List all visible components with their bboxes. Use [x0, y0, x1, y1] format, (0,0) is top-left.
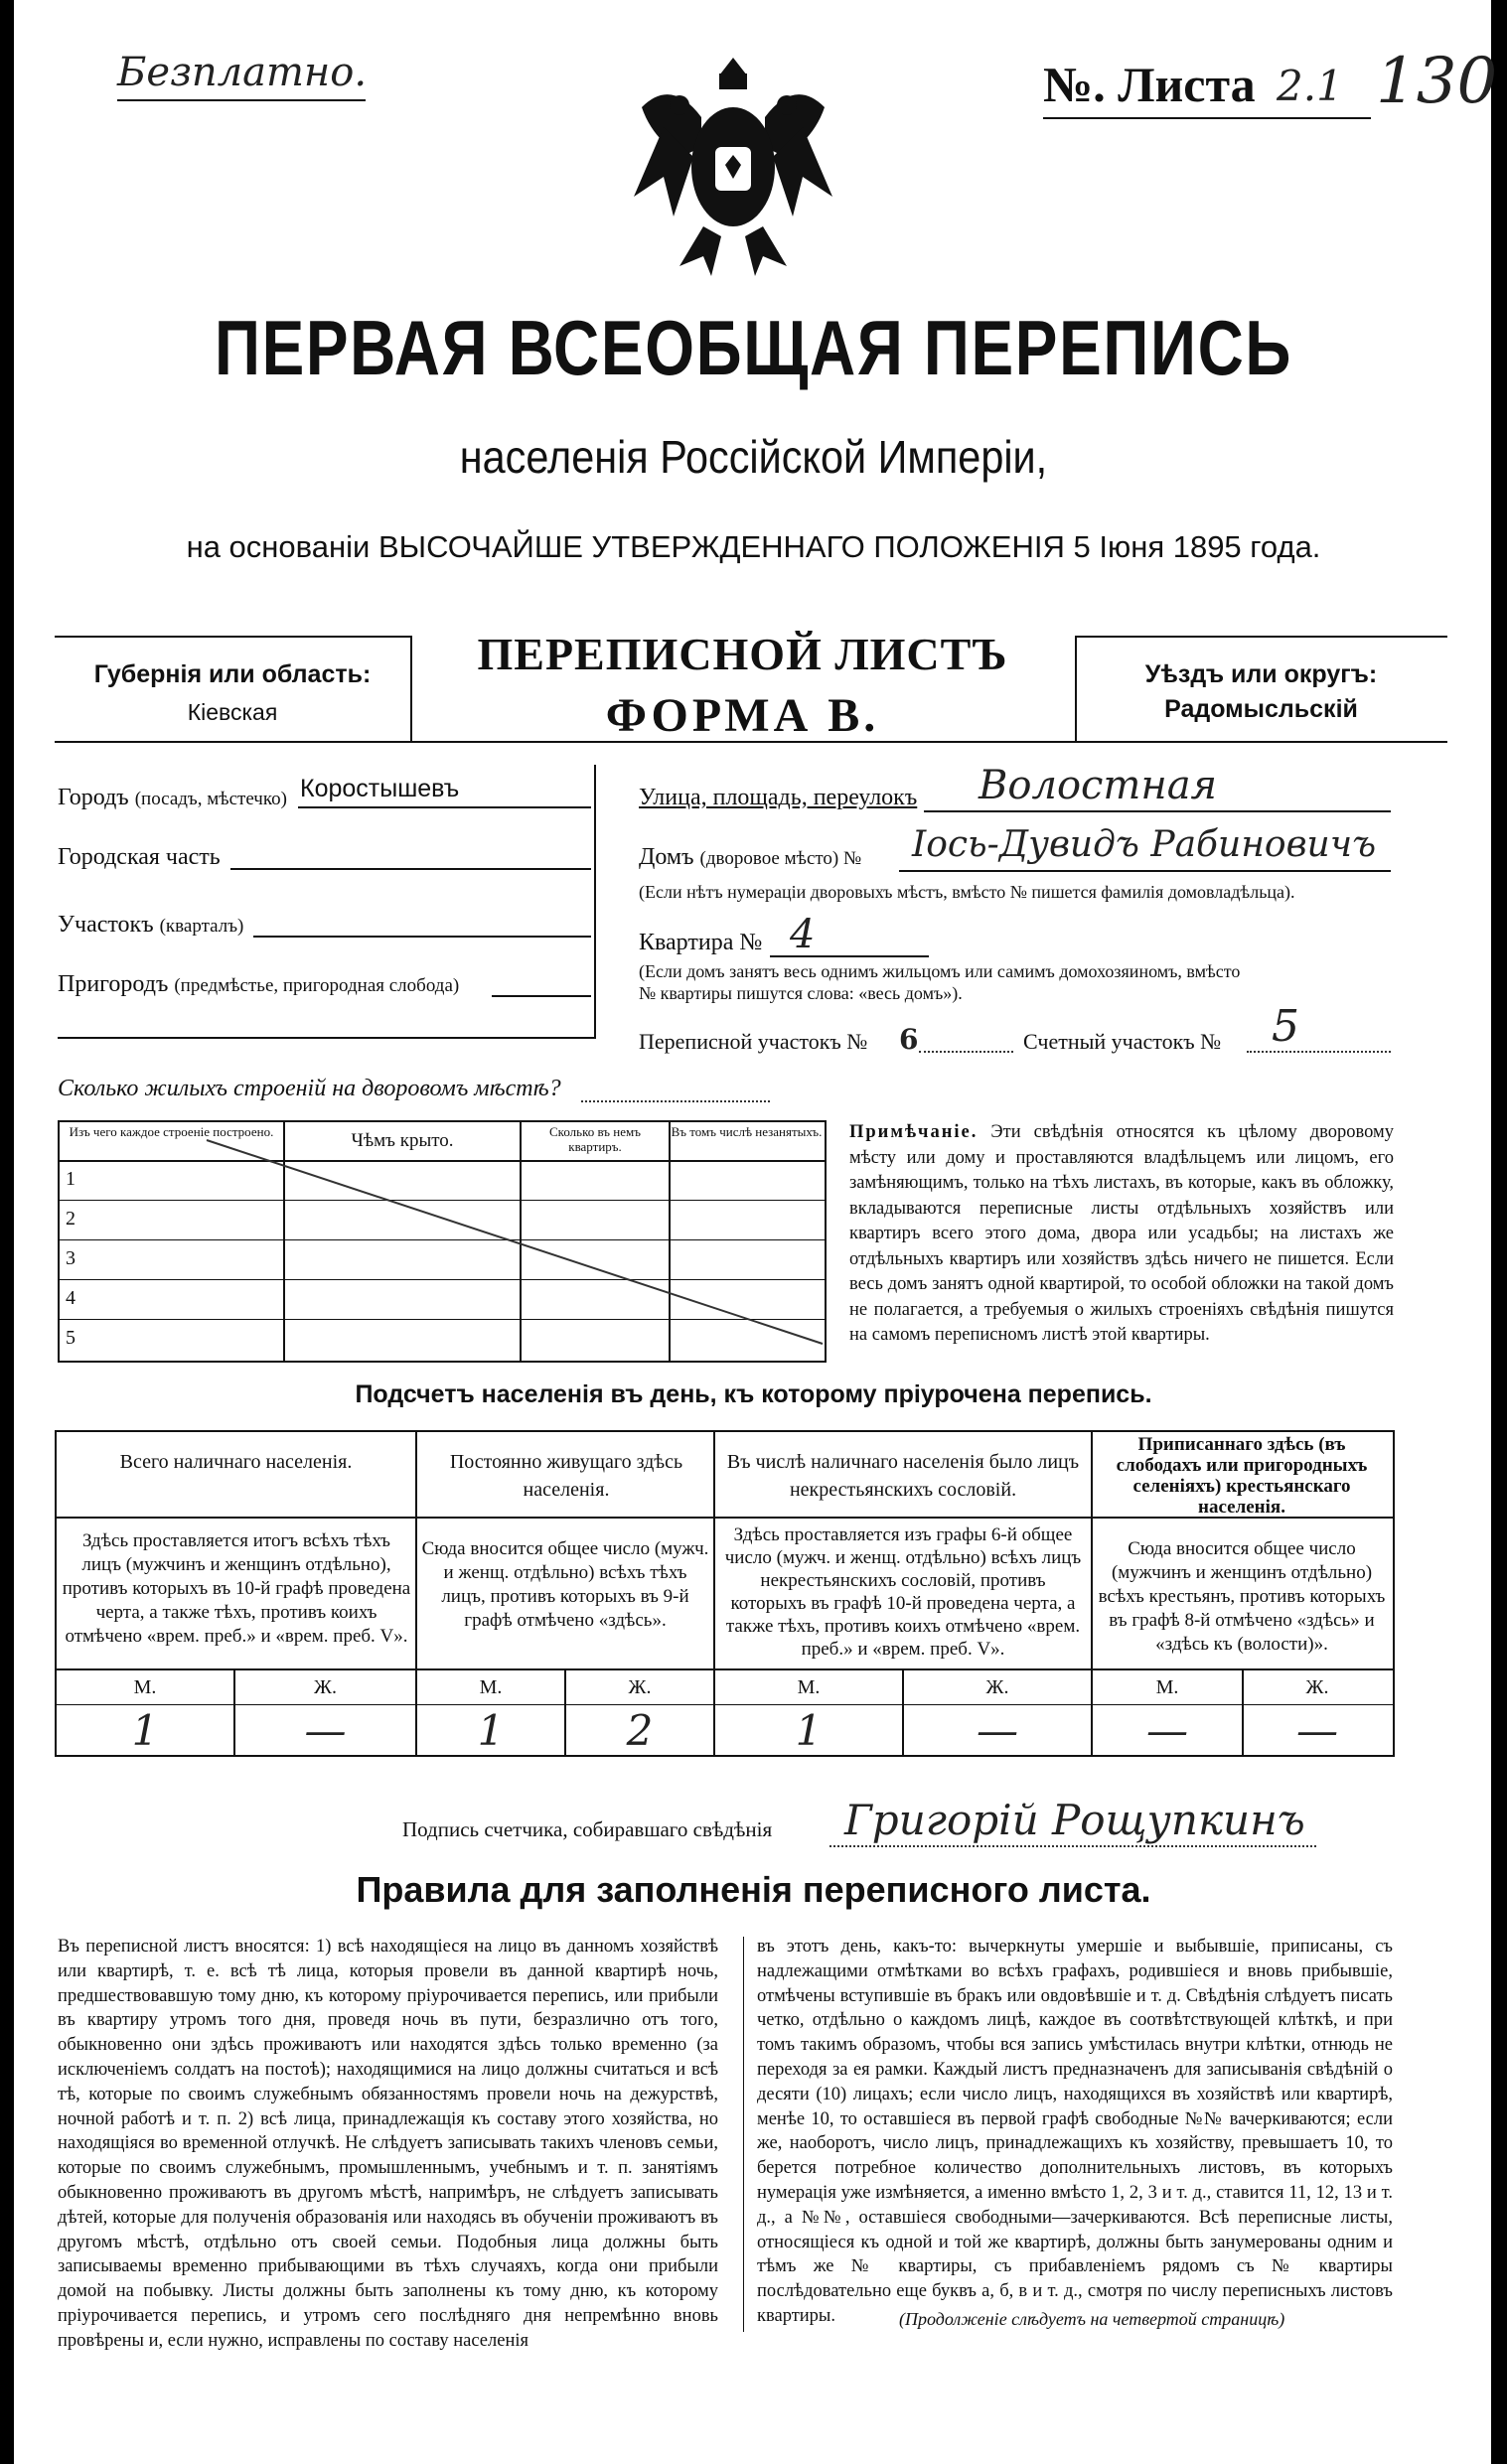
buildings-row-num: 2	[66, 1208, 75, 1230]
city-district-line	[230, 868, 591, 870]
free-label: Безплатно.	[117, 50, 368, 95]
city-field	[58, 785, 287, 811]
rules-title: Правила для заполненія переписного листа.	[356, 1869, 1151, 1910]
pop-col-non-peasant-head: Въ числѣ наличнаго населенія было лицъ некрестьянскихъ сословій.	[726, 1451, 1080, 1501]
census-district-dots	[919, 1051, 1013, 1053]
county-label: Уѣздъ или округъ:	[1144, 660, 1378, 688]
quarter-label: Участокъ	[58, 912, 154, 938]
pop-total-m-value: 1	[131, 1706, 159, 1755]
buildings-strikethrough-line	[58, 1120, 825, 1361]
basis-line: на основаніи ВЫСОЧАЙШЕ УТВЕРЖДЕННАГО ПОЛОЖЕНІЯ 5 Іюня 1895 года.	[186, 529, 1321, 564]
apartment-value: 4	[790, 912, 816, 957]
pop-col-peasant-desc: Сюда вносится общее число (мужчинъ и женщинъ отдѣльно) всѣхъ крестьянъ, противъ которыхъ въ графѣ 8-й отмѣчено «здѣсь» и «здѣсь къ (волости)».	[1098, 1538, 1386, 1655]
buildings-row-num: 1	[66, 1168, 75, 1190]
counting-district-dots	[1247, 1051, 1391, 1053]
buildings-question: Сколько жилыхъ строеній на дворовомъ мѣстѣ?	[58, 1076, 561, 1101]
street-value: Волостная	[979, 763, 1218, 808]
street-line	[924, 810, 1391, 812]
free-underline	[117, 99, 366, 101]
signature-label: Подпись счетчика, собиравшаго свѣдѣнія	[402, 1817, 773, 1841]
sheet-number-label: №. Листа	[1043, 57, 1256, 112]
house-note: (дворовое мѣсто) №	[699, 848, 862, 869]
apartment-hint-2: № квартиры пишутся слова: «весь домъ»).	[639, 983, 963, 1003]
address-divider	[594, 765, 596, 1039]
house-line	[899, 870, 1391, 872]
buildings-col-apartments: Сколько въ немъ квартиръ.	[549, 1124, 641, 1154]
pop-permanent-f-label: Ж.	[628, 1676, 652, 1698]
pop-non-peasant-f-label: Ж.	[985, 1676, 1009, 1698]
counting-district-value: 5	[1272, 1001, 1299, 1052]
buildings-col-material: Изъ чего каждое строеніе построено.	[69, 1124, 274, 1139]
population-mf-rule	[55, 1704, 1393, 1705]
buildings-col-unoccupied: Въ томъ числѣ незанятыхъ.	[671, 1124, 823, 1139]
suburb-field	[58, 971, 459, 998]
city-district-label: Городская часть	[58, 844, 221, 870]
rules-continued-note: (Продолженіе слѣдуетъ на четвертой страницѣ)	[899, 2309, 1285, 2329]
house-label: Домъ	[639, 844, 694, 870]
apartment-line	[770, 955, 929, 957]
quarter-line	[253, 936, 591, 938]
pop-col-permanent-head: Постоянно живущаго здѣсь населенія.	[449, 1451, 683, 1501]
pop-peasant-m-value: —	[1146, 1706, 1188, 1755]
buildings-col-roof: Чѣмъ крыто.	[351, 1130, 454, 1151]
city-line	[298, 806, 591, 808]
census-district-value: 6	[899, 1023, 919, 1056]
province-label: Губернія или область:	[93, 660, 372, 688]
suburb-label: Пригородъ	[58, 971, 169, 997]
archive-number: 130	[1376, 45, 1498, 118]
imperial-eagle-emblem	[624, 48, 842, 276]
population-desc-rule	[55, 1668, 1393, 1670]
pop-non-peasant-m-value: 1	[795, 1706, 823, 1755]
street-label: Улица, площадь, переулокъ	[639, 785, 918, 810]
pop-permanent-f-value: 2	[626, 1706, 654, 1755]
rules-right-column: въ этотъ день, какъ-то: вычеркнуты умершіе и выбывшіе, приписаны, съ надлежащими отмѣтками во всѣхъ графахъ, родившіеся и вновь прибывшіе, отмѣчены вступившіе въ бракъ или овдовѣвшіе и т. д. Свѣдѣнія слѣдуетъ писать четко, отдѣльно о каждомъ лицѣ, каждое въ соотвѣтствующей клѣткѣ, и при томъ такимъ образомъ, чтобы вся запись умѣстилась внутри клѣтки, отнюдь не переходя за ея рамки. Каждый листъ предназначенъ для записыванія свѣдѣній о десяти (10) лицахъ; если число лицъ, находящихся въ хозяйствѣ или квартирѣ, менѣе 10, то оставшіеся въ первой графѣ свободные №№ вачеркиваются; если же, наоборотъ, число лицъ, принадлежащихъ къ хозяйству, превышаетъ 10, то берется потребное количество дополнительныхъ листовъ, въ которыхъ нумерація уже измѣняется, а именно вмѣсто 1, 2, 3 и т. д., ставится 11, 12, 13 и т. д., а №№, оставшіеся свободными—зачеркиваются. Всѣ переписные листы, относящіеся къ одной и той же квартирѣ, должны быть занумерованы одним и тѣмъ же № квартиры, съ прибавленіемъ рядомъ съ № квартиры послѣдовательно еще буквъ а, б, в и т. д., смотря по числу переписныхъ листовъ квартиры.	[757, 1937, 1393, 2326]
buildings-row-num: 4	[66, 1287, 75, 1309]
census-district-label: Переписной участокъ №	[639, 1029, 868, 1054]
scan-left-edge	[0, 0, 14, 2464]
pop-permanent-m-value: 1	[477, 1706, 505, 1755]
apartment-label: Квартира №	[639, 930, 763, 955]
city-note: (посадъ, мѣстечко)	[134, 789, 287, 809]
sheet-number-value: 2.1	[1277, 62, 1343, 110]
buildings-note-text: Эти свѣдѣнія относятся къ цѣлому дворовому мѣсту или дому и проставляются владѣльцемъ или лицомъ, его замѣняющимъ, только на тѣхъ листахъ, въ которые, какъ въ обложку, вкладываются переписные листы отдѣльныхъ хозяйствъ или квартиръ всего этого дома, двора или усадьбы; на листахъ же отдѣльныхъ квартиръ или хозяйствъ здѣсь ничего не пишется. Если весь домъ занятъ одной квартирой, то особой обложки на такой домъ не полагается, а требуемыя о жилыхъ строеніяхъ свѣдѣнія пишутся на самомъ переписномъ листѣ этой квартиры.	[849, 1122, 1394, 1345]
quarter-note: (кварталъ)	[159, 916, 244, 937]
suburb-note: (предмѣстье, пригородная слобода)	[174, 975, 460, 996]
suburb-line	[492, 995, 591, 997]
rules-column-divider	[743, 1937, 744, 2332]
pop-non-peasant-m-label: М.	[797, 1676, 821, 1698]
pop-total-f-value: —	[304, 1706, 347, 1755]
pop-col-permanent-desc: Сюда вносится общее число (мужч. и женщ. отдѣльно) всѣхъ тѣхъ лицъ, противъ которыхъ въ 9-й графѣ отмѣчено «здѣсь».	[421, 1538, 709, 1631]
rules-left-column: Въ переписной листъ вносятся: 1) всѣ находящіеся на лицо въ данномъ хозяйствѣ или квартирѣ, т. е. всѣ тѣ лица, которыя провели въ данной квартирѣ ночь, предшествовавшую тому дню, къ которому пріурочивается перепись, или прибыли въ квартиру утромъ того дня, проведя ночь въ пути, безразлично отъ того, обыкновенно они здѣсь проживаютъ или находятся здѣсь только временно (за исключеніемъ солдатъ на постоѣ); находящимися на лицо должны считаться и всѣ тѣ, которые по своимъ служебнымъ обязанностямъ провели ночь на дежурствѣ, ночной работѣ и т. п. 2) всѣ лица, принадлежащія къ составу этого хозяйства, но находящіяся во временной отлучкѣ. Не слѣдуетъ записывать такихъ членовъ семьи, которые по своимъ служебнымъ, промышленнымъ, учебнымъ и т. п. занятіямъ обыкновенно проживаютъ въ другомъ мѣстѣ, напримѣръ, не слѣдуетъ записывать дѣтей, которые для полученія образованія или находясь въ обученіи проживаютъ въ другомъ мѣстѣ, отдѣльно отъ своей семьи. Подобныя лица должны быть записываемы временно прибывающими въ тѣхъ случаяхъ, когда они прибыли домой на побывку. Листы должны быть заполнены къ тому дню, къ которому пріурочивается перепись, и утромъ сего послѣдняго дня непремѣнно вновь провѣрены и, если нужно, исправлены по составу населенія	[58, 1937, 718, 2351]
county-value: Радомысльскій	[1164, 695, 1358, 723]
main-title: ПЕРВАЯ ВСЕОБЩАЯ ПЕРЕПИСЬ	[214, 304, 1293, 391]
pop-permanent-m-label: М.	[479, 1676, 503, 1698]
buildings-question-dots	[581, 1100, 770, 1102]
pop-col-peasant-head: Приписаннаго здѣсь (въ слободахъ или пригородныхъ селеніяхъ) крестьянскаго населенія.	[1116, 1434, 1368, 1518]
pop-col-total-desc: Здѣсь проставляется итогъ всѣхъ тѣхъ лицъ (мужчинъ и женщинъ отдѣльно), противъ которыхъ въ 10-й графѣ проведена черта, а также тѣхъ, противъ коихъ отмѣчено «врем. преб.» и «врем. преб. V».	[62, 1530, 411, 1647]
counting-district-label: Счетный участокъ №	[1023, 1029, 1222, 1054]
form-header-rule-left	[55, 636, 410, 638]
house-value: Іось-Дувидъ Рабиновичъ	[912, 824, 1377, 865]
signature-value: Григорій Рощупкинъ	[844, 1796, 1305, 1844]
pop-total-m-label: М.	[133, 1676, 157, 1698]
province-value: Кіевская	[187, 699, 278, 725]
sheet-number-underline	[1043, 117, 1371, 119]
form-header-divider-right	[1075, 636, 1077, 743]
pop-total-f-label: Ж.	[314, 1676, 337, 1698]
form-header-rule-right	[1075, 636, 1447, 638]
pop-peasant-f-label: Ж.	[1305, 1676, 1329, 1698]
buildings-note	[849, 1120, 1394, 1349]
form-letter: ФОРМА В.	[605, 689, 880, 742]
quarter-field	[58, 912, 243, 939]
city-value: Коростышевъ	[300, 775, 460, 802]
scan-right-edge	[1491, 0, 1507, 2464]
pop-col-total-head: Всего наличнаго населенія.	[119, 1451, 353, 1473]
subtitle: населенія Россійской Имперіи,	[459, 431, 1048, 483]
buildings-note-title: Примѣчаніе.	[849, 1122, 979, 1142]
pop-peasant-f-value: —	[1296, 1706, 1338, 1755]
city-label: Городъ	[58, 785, 129, 810]
census-sheet-title: ПЕРЕПИСНОЙ ЛИСТЪ	[477, 629, 1008, 679]
house-field	[639, 844, 861, 871]
house-hint: (Если нѣтъ нумераціи дворовыхъ мѣстъ, вмѣсто № пишется фамилія домовладѣльца).	[639, 882, 1295, 902]
population-title: Подсчетъ населенія въ день, къ которому пріурочена перепись.	[355, 1380, 1152, 1408]
apartment-hint-1: (Если домъ занятъ весь однимъ жильцомъ или самимъ домохозяиномъ, вмѣсто	[639, 961, 1241, 981]
pop-non-peasant-f-value: —	[977, 1706, 1018, 1755]
address-left-bottom-rule	[58, 1037, 594, 1039]
buildings-row-num: 5	[66, 1327, 75, 1349]
pop-peasant-m-label: М.	[1155, 1676, 1179, 1698]
pop-col-non-peasant-desc: Здѣсь проставляется изъ графы 6-й общее число (мужч. и женщ. отдѣльно) всѣхъ лицъ некрестьянскихъ сословій, противъ которыхъ въ графѣ 10-й проведена черта, а также тѣхъ, противъ коихъ отмѣчено «врем. преб.» и «врем. преб. V».	[724, 1524, 1082, 1660]
buildings-row-num: 3	[66, 1247, 75, 1269]
signature-dots	[829, 1845, 1316, 1847]
